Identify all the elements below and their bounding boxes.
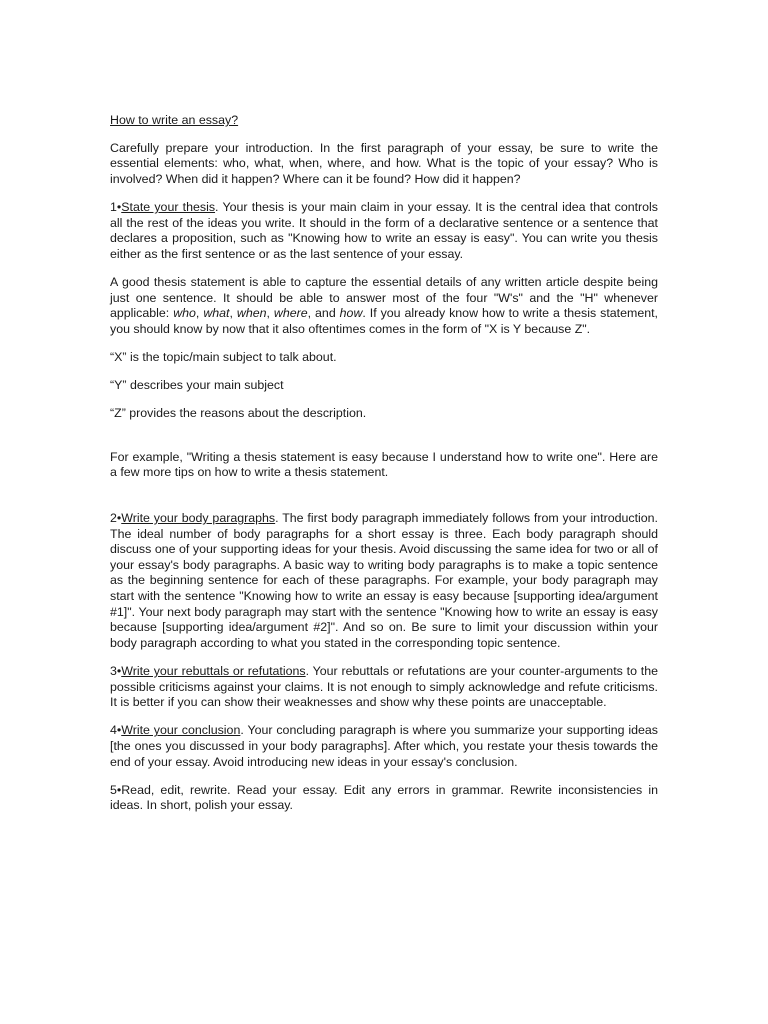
section-1-heading: State your thesis — [121, 199, 216, 214]
thesis-when: when — [236, 306, 267, 321]
example-paragraph: For example, "Writing a thesis statement is easy because I understand how to write one". Here are a few more tips on how to write a thesis statement. — [110, 449, 658, 480]
section-4-paragraph — [110, 723, 658, 770]
section-3-text: . Your rebuttals or refutations are your counter-arguments to the possible criticisms against your claims. It is not enough to simply acknowledge and refute criticisms. It is better if you can show their weaknesses and show why these points are unacceptable. — [110, 664, 658, 710]
section-2-number: 2• — [110, 511, 122, 526]
intro-paragraph: Carefully prepare your introduction. In the first paragraph of your essay, be sure to write the essential elements: who, what, when, where, and how. What is the topic of your essay? Who is involved? When did it happen? Where can it be found? How did it happen? — [110, 140, 658, 186]
thesis-sep1: , — [195, 306, 204, 321]
thesis-text-b: . If you already know how to write a thesis statement, you should know by now that it also oftentimes comes in the form of "X is Y because Z". — [110, 306, 658, 336]
thesis-where: where — [273, 306, 308, 321]
y-definition: “Y” describes your main subject — [110, 378, 284, 393]
section-4-number: 4• — [110, 723, 122, 738]
thesis-sep2: , — [229, 306, 237, 321]
section-1-number: 1• — [110, 199, 122, 214]
thesis-who: who — [173, 306, 196, 321]
thesis-how: how — [339, 306, 363, 321]
section-3-number: 3• — [110, 664, 122, 678]
document-title: How to write an essay? — [110, 113, 239, 127]
section-2-text: . The first body paragraph immediately follows from your introduction. The ideal number of body paragraphs for a short essay is three. Each body paragraph should discuss one of your supporting ideas for your thesis. Avoid discussing the same idea for two or all of your essay's body paragraphs. A basic way to writing body paragraphs is to make a topic sentence as the beginning sentence for each of these paragraphs. For example, your body paragraph may start with the sentence "Knowing how to write an essay is easy because [supporting idea/argument #1]". Your next body paragraph may start with the sentence "Knowing how to write an essay is easy because [supporting idea/argument #2]". And so on. Be sure to limit your discussion within your body paragraph according to what you stated in the corresponding topic sentence. — [110, 511, 659, 650]
section-2-heading: Write your body paragraphs — [121, 511, 276, 526]
section-1-paragraph — [110, 200, 658, 262]
section-3-heading: Write your rebuttals or refutations — [121, 664, 306, 678]
thesis-sep4: , and — [307, 306, 340, 321]
x-definition: “X” is the topic/main subject to talk about. — [110, 349, 337, 364]
thesis-sep3: , — [266, 306, 274, 321]
section-1-text: . Your thesis is your main claim in your essay. It is the central idea that controls all the rest of the ideas you write. It should in the form of a declarative sentence or a sentence that declares a proposition, such as "Knowing how to write an essay is easy". You can write you thesis either as the first sentence or as the last sentence of your essay. — [110, 199, 659, 261]
thesis-what: what — [203, 306, 230, 321]
document-page — [110, 113, 658, 827]
thesis-text-a: A good thesis statement is able to capture the essential details of any written article despite being just one sentence. It should be able to answer most of the four "W's" and the "H" whenever applicable: — [110, 274, 658, 321]
section-2-paragraph — [110, 511, 658, 651]
section-4-text: . Your concluding paragraph is where you summarize your supporting ideas [the ones you discussed in your body paragraphs]. After which, you restate your thesis towards the end of your essay. Avoid introducing new ideas in your essay's conclusion. — [110, 723, 658, 769]
section-5-paragraph: 5•Read, edit, rewrite. Read your essay. Edit any errors in grammar. Rewrite inconsistencies in ideas. In short, polish your essay. — [110, 782, 658, 813]
section-4-heading: Write your conclusion — [121, 723, 241, 738]
section-3-paragraph — [110, 664, 658, 711]
z-definition: “Z” provides the reasons about the description. — [110, 406, 367, 421]
thesis-statement-paragraph — [110, 275, 658, 337]
